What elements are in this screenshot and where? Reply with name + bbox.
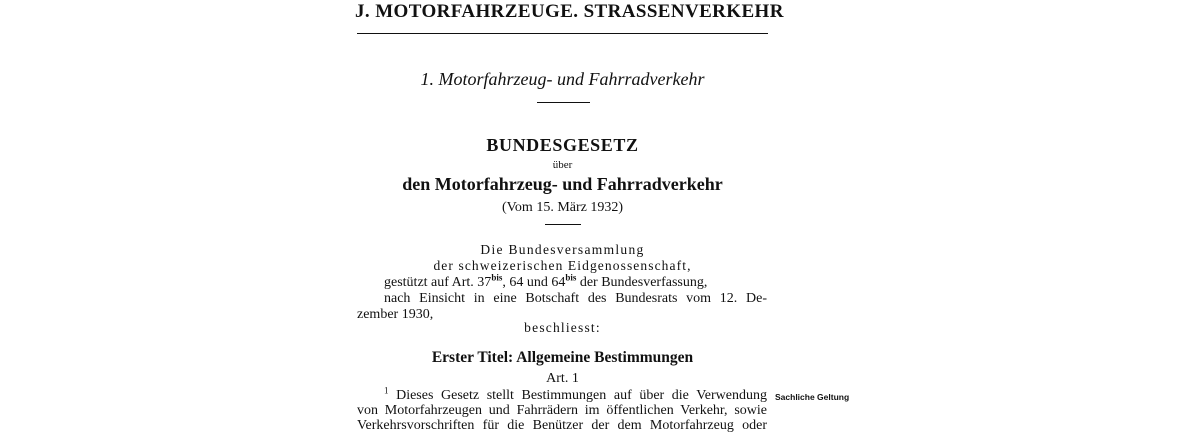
article-body-line-1 <box>384 385 767 404</box>
preamble-beschliesst: beschliesst: <box>524 320 601 335</box>
preamble-gestuetzt-b: , 64 und 64 <box>502 275 566 290</box>
preamble-nach-einsicht-continued: zember 1930, <box>357 307 434 322</box>
subsection-divider <box>537 102 590 103</box>
preamble-line-2: der schweizerischen Eidgenossenschaft, <box>433 258 692 273</box>
law-title-divider <box>545 224 581 225</box>
law-type-heading: BUNDESGESETZ <box>486 135 639 155</box>
preamble-gestuetzt <box>384 272 708 291</box>
section-heading: J. MOTORFAHRZEUGE. STRASSENVERKEHR <box>355 1 784 22</box>
first-title-heading: Erster Titel: Allgemeine Bestimmungen <box>431 349 694 366</box>
subsection-heading: 1. Motorfahrzeug- und Fahrradverkehr <box>420 69 705 89</box>
law-date: (Vom 15. März 1932) <box>501 200 624 215</box>
margin-note: Sachliche Geltung <box>775 392 850 402</box>
article-body-line-1-text: Dieses Gesetz stellt Bestimmungen auf über die Verwendung <box>396 388 767 403</box>
preamble-line-1: Die Bundesversammlung <box>480 242 645 257</box>
bis-superscript-1: bis <box>491 272 503 283</box>
section-divider <box>357 33 768 34</box>
law-ueber: über <box>552 159 573 171</box>
bis-superscript-2: bis <box>565 272 577 283</box>
preamble-gestuetzt-c: der Bundesverfassung, <box>576 275 708 290</box>
paragraph-number: 1 <box>384 385 389 396</box>
preamble-nach-einsicht: nach Einsicht in eine Botschaft des Bundesrats vom 12. De- <box>384 291 767 306</box>
article-label: Art. 1 <box>546 371 579 386</box>
article-body-line-3: Verkehrsvorschriften für die Benützer der dem Motorfahrzeug oder <box>357 418 767 433</box>
preamble-gestuetzt-a: gestützt auf Art. 37 <box>384 275 492 290</box>
article-body-line-2: von Motorfahrzeugen und Fahrrädern im öffentlichen Verkehr, sowie <box>357 403 767 418</box>
law-title: den Motorfahrzeug- und Fahrradverkehr <box>402 174 723 194</box>
